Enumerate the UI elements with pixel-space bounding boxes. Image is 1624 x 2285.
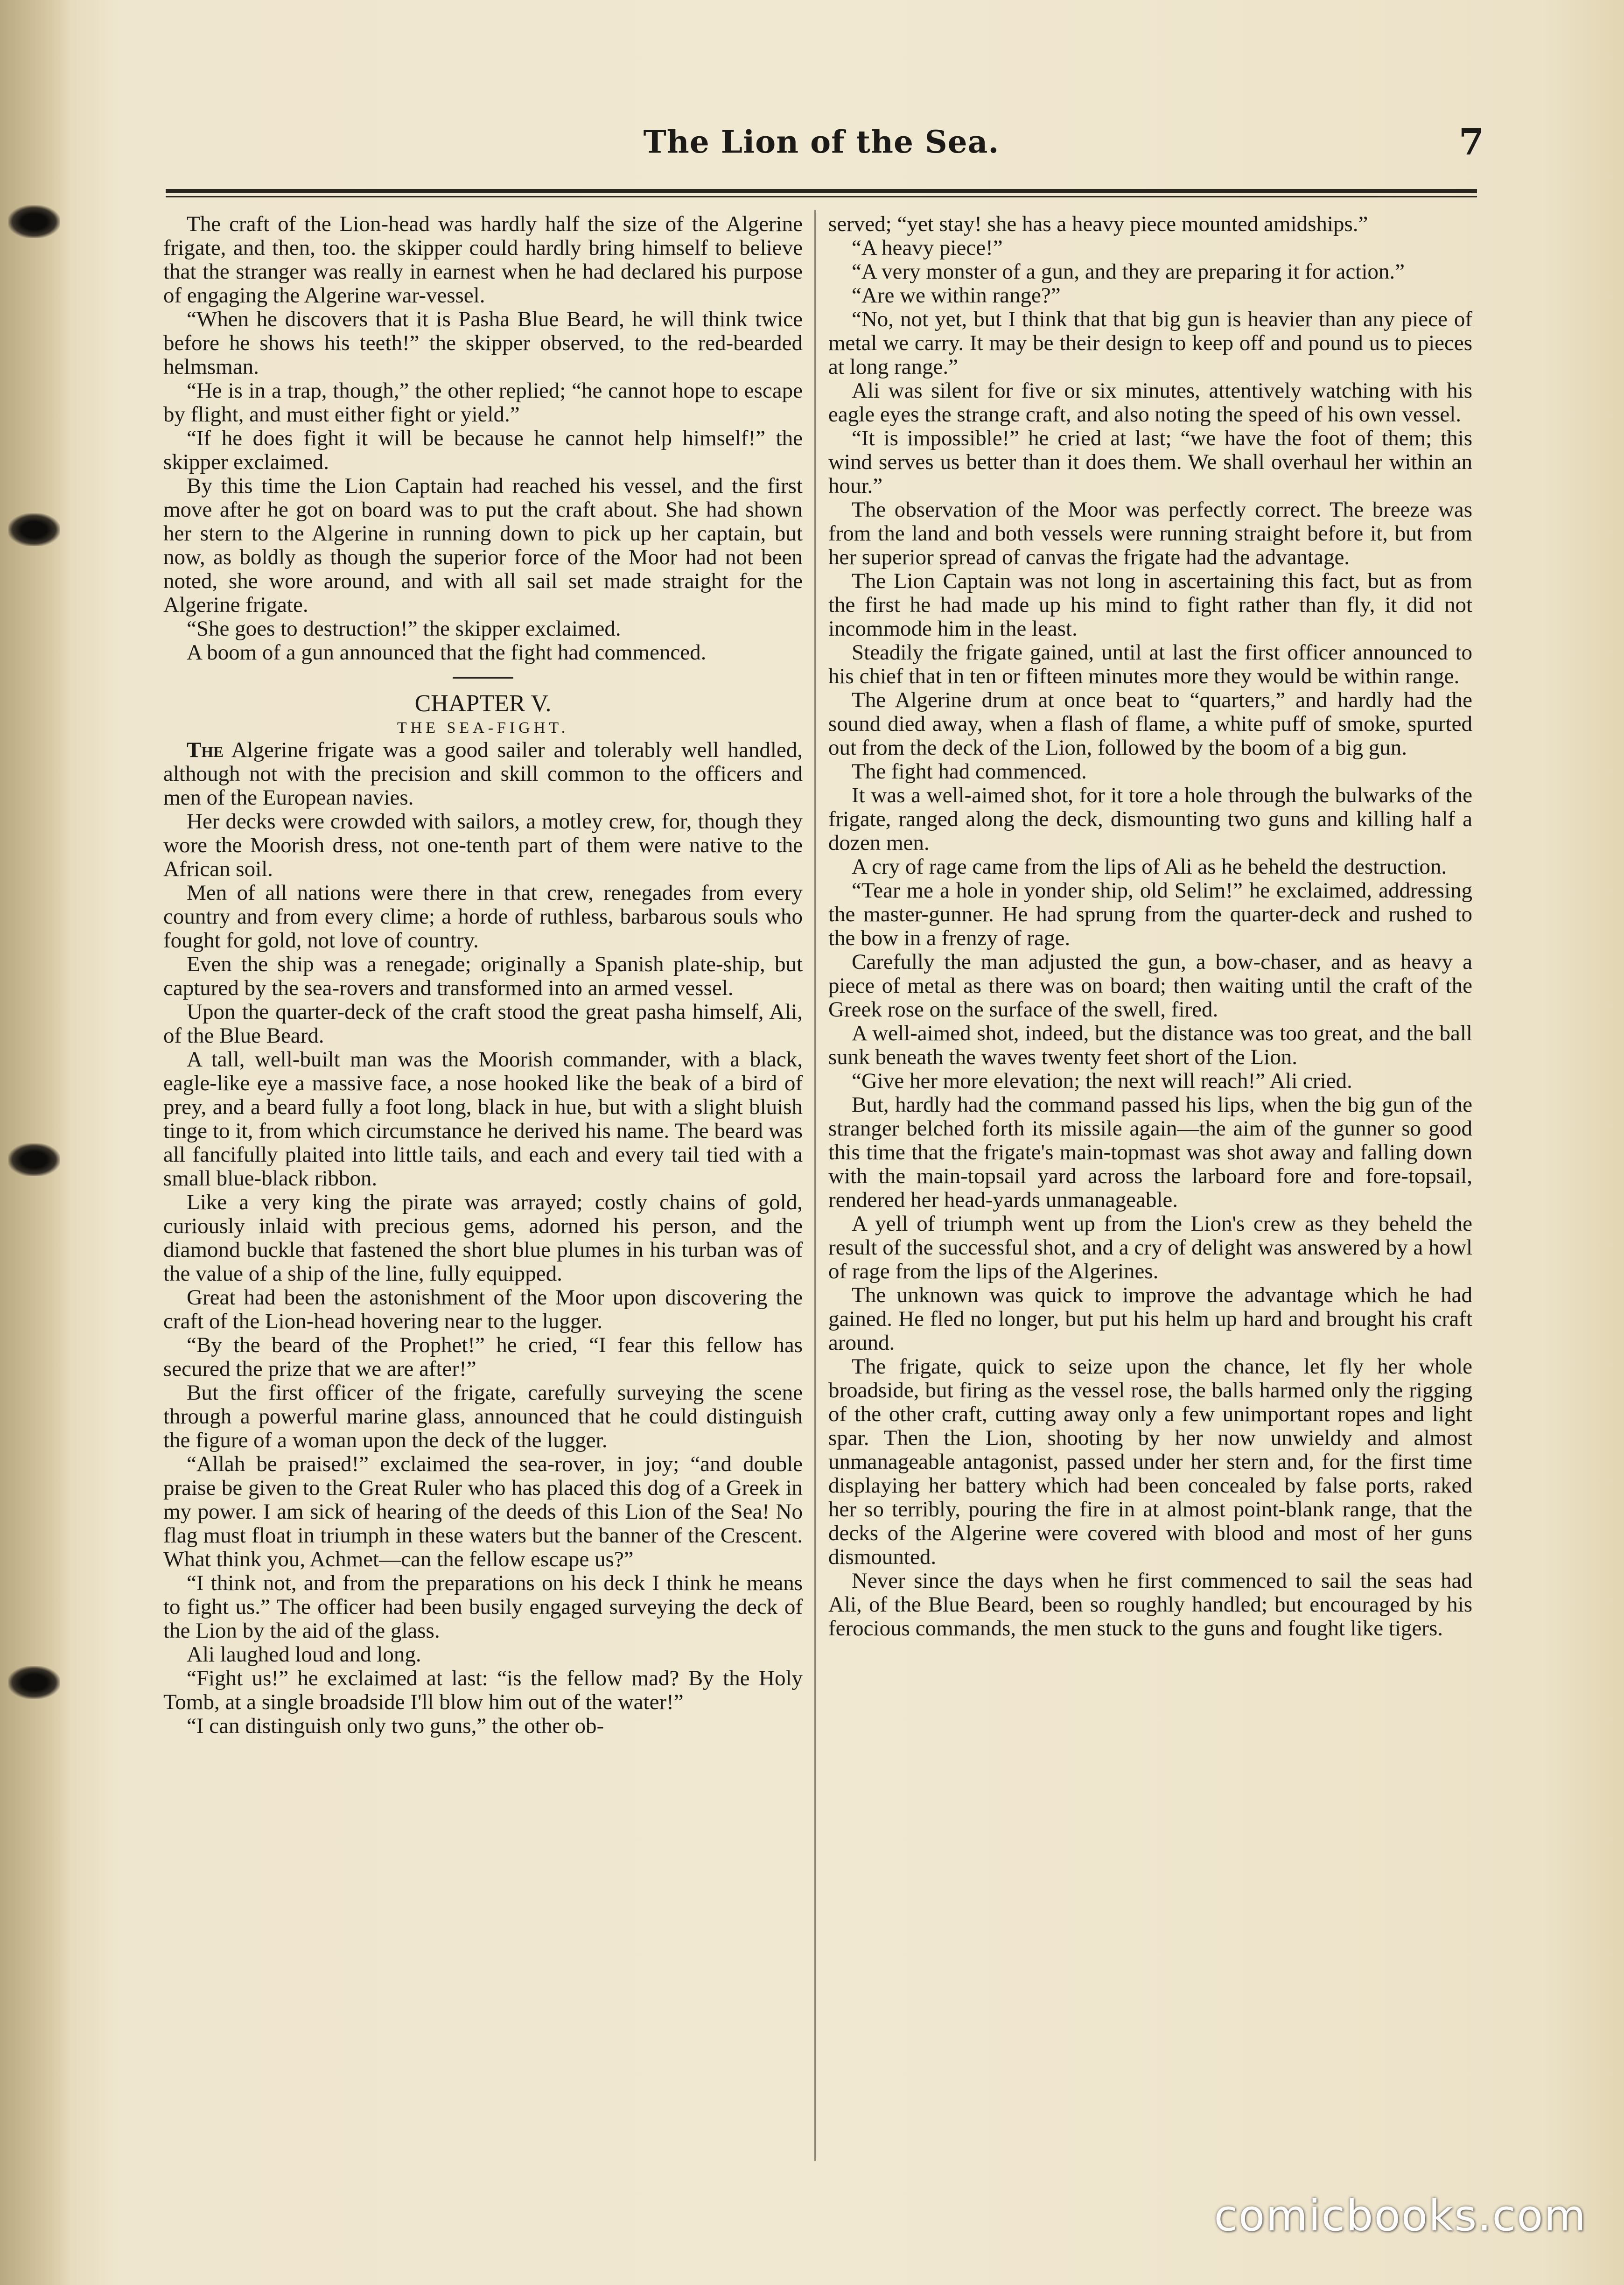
paragraph: A well-aimed shot, indeed, but the distance was too great, and the ball sunk beneath the waves twenty feet short of the Lion. <box>828 1021 1472 1069</box>
paragraph: “I can distinguish only two guns,” the other ob- <box>187 1714 604 1738</box>
page-header <box>168 121 1484 175</box>
paragraph: Ali laughed loud and long. <box>187 1642 421 1667</box>
staple-hole-icon <box>8 205 60 238</box>
paragraph: The craft of the Lion-head was hardly half the size of the Algerine frigate, and then, too. the skipper could hardly bring himself to believe that the stranger was really in earnest when he had declared his purpose of engaging the Algerine war-vessel. <box>163 212 803 308</box>
paragraph: “He is in a trap, though,” the other replied; “he cannot hope to escape by flight, and must either fight or yield.” <box>163 378 803 427</box>
paragraph: The Lion Captain was not long in ascertaining this fact, but as from the first he had made up his mind to fight rather than fly, it did not incommode him in the least. <box>828 569 1472 641</box>
staple-hole-icon <box>8 513 60 546</box>
page-number: 7 <box>1458 121 1484 163</box>
running-title: The Lion of the Sea. <box>643 124 1000 160</box>
paragraph: “Fight us!” he exclaimed at last: “is the fellow mad? By the Holy Tomb, at a single broadside I'll blow him out of the water!” <box>163 1666 803 1714</box>
paragraph: Upon the quarter-deck of the craft stood the great pasha himself, Ali, of the Blue Beard. <box>163 1000 803 1048</box>
paragraph: The unknown was quick to improve the advantage which he had gained. He fled no longer, but put his helm up hard and brought his craft around. <box>828 1283 1472 1355</box>
left-column <box>163 212 803 1738</box>
paragraph: served; “yet stay! she has a heavy piece mounted amidships.” <box>828 212 1368 236</box>
chapter-first-word: The <box>187 738 224 762</box>
paragraph: “Are we within range?” <box>852 283 1061 308</box>
paragraph: By this time the Lion Captain had reached his vessel, and the first move after he got on board was to put the craft about. She had shown her stern to the Algerine in running down to pick up her captain, but now, as boldly as though the superior force of the Moor had not been noted, she wore around, and with all sail set made straight for the Algerine frigate. <box>163 474 803 617</box>
paragraph: Like a very king the pirate was arrayed; costly chains of gold, curiously inlaid with precious gems, adorned his person, and the diamond buckle that fastened the short blue plumes in his turban was of the value of a ship of the line, fully equipped. <box>163 1190 803 1286</box>
paragraph: Carefully the man adjusted the gun, a bow-chaser, and as heavy a piece of metal as there was on board; then waiting until the craft of the Greek rose on the surface of the swell, fired. <box>828 950 1472 1022</box>
chapter-subtitle: THE SEA-FIGHT. <box>397 719 569 736</box>
paragraph: It was a well-aimed shot, for it tore a hole through the bulwarks of the frigate, ranged along the deck, dismounting two guns and killing half a dozen men. <box>828 783 1472 855</box>
header-rule-thin <box>166 196 1477 197</box>
section-divider <box>453 677 513 679</box>
column-divider <box>814 210 816 2161</box>
chapter-title: CHAPTER V. <box>414 690 552 717</box>
chapter-opening-paragraph <box>163 738 803 810</box>
paragraph: Men of all nations were there in that crew, renegades from every country and from every clime; a horde of ruthless, barbarous souls who fought for gold, not love of country. <box>163 881 803 953</box>
paragraph: “If he does fight it will be because he cannot help himself!” the skipper exclaimed. <box>163 426 803 474</box>
staple-hole-icon <box>8 1666 60 1699</box>
chapter-first-text: Algerine frigate was a good sailer and tolerably well handled, although not with the precision and skill common to the officers and men of the European navies. <box>163 738 803 810</box>
paragraph: The frigate, quick to seize upon the chance, let fly her whole broadside, but firing as the vessel rose, the balls harmed only the rigging of the other craft, cutting away only a few unimportant ropes and light spar. Then the Lion, shooting by her now unwieldy and almost unmanageable antagonist, passed under her stern and, for the first time displaying her battery which had been concealed by false ports, raked her so terribly, pouring the fire in at almost point-blank range, that the decks of the Algerine were covered with blood and most of her guns dismounted. <box>828 1354 1472 1569</box>
header-rule <box>166 189 1477 193</box>
paragraph: Even the ship was a renegade; originally a Spanish plate-ship, but captured by the sea-rovers and transformed into an armed vessel. <box>163 952 803 1000</box>
paragraph: “When he discovers that it is Pasha Blue Beard, he will think twice before he shows his teeth!” the skipper observed, to the red-bearded helmsman. <box>163 307 803 379</box>
paragraph: The fight had commenced. <box>852 759 1087 784</box>
staple-hole-icon <box>8 1143 60 1176</box>
paragraph: Never since the days when he first commenced to sail the seas had Ali, of the Blue Beard, been so roughly handled; but encouraged by his ferocious commands, the men stuck to the guns and fought like tigers. <box>828 1569 1472 1640</box>
paragraph: But, hardly had the command passed his lips, when the big gun of the stranger belched forth its missile again—the aim of the gunner so good this time that the frigate's main-topmast was shot away and falling down with the main-topsail yard across the larboard fore and fore-topsail, rendered her head-yards unmanageable. <box>828 1093 1472 1212</box>
paragraph: Her decks were crowded with sailors, a motley crew, for, though they wore the Moorish dress, not one-tenth part of them were native to the African soil. <box>163 809 803 881</box>
paragraph: A yell of triumph went up from the Lion's crew as they beheld the result of the successful shot, and a cry of delight was answered by a howl of rage from the lips of the Algerines. <box>828 1212 1472 1283</box>
paragraph: “A heavy piece!” <box>852 236 1003 260</box>
paragraph: The observation of the Moor was perfectly correct. The breeze was from the land and both vessels were running straight before it, but from her superior spread of canvas the frigate had the advantage. <box>828 498 1472 569</box>
paragraph: But the first officer of the frigate, carefully surveying the scene through a powerful marine glass, announced that he could distinguish the figure of a woman upon the deck of the lugger. <box>163 1381 803 1452</box>
paragraph: “I think not, and from the preparations on his deck I think he means to fight us.” The officer had been busily engaged surveying the deck of the Lion by the aid of the glass. <box>163 1571 803 1643</box>
site-watermark: comicbooks.com <box>1214 2191 1587 2241</box>
paragraph: “She goes to destruction!” the skipper exclaimed. <box>187 617 621 641</box>
paragraph: “By the beard of the Prophet!” he cried, “I fear this fellow has secured the prize that we are after!” <box>163 1333 803 1381</box>
paragraph: A tall, well-built man was the Moorish commander, with a black, eagle-like eye a massive face, a nose hooked like the beak of a bird of prey, and a beard fully a foot long, black in hue, but with a slight bluish tinge to it, from which circumstance he derived his name. The beard was all fancifully plaited into little tails, and each and every tail tied with a small blue-black ribbon. <box>163 1047 803 1191</box>
paragraph: “A very monster of a gun, and they are preparing it for action.” <box>852 259 1405 284</box>
paragraph: A boom of a gun announced that the fight had commenced. <box>187 640 707 665</box>
paragraph: “Allah be praised!” exclaimed the sea-rover, in joy; “and double praise be given to the Great Ruler who has placed this dog of a Greek in my power. I am sick of hearing of the deeds of this Lion of the Sea! No flag must float in triumph in these waters but the banner of the Crescent. What think you, Achmet—can the fellow escape us?” <box>163 1452 803 1571</box>
paragraph: The Algerine drum at once beat to “quarters,” and hardly had the sound died away, when a flash of flame, a white puff of smoke, spurted out from the deck of the Lion, followed by the boom of a big gun. <box>828 688 1472 760</box>
paragraph: “No, not yet, but I think that that big gun is heavier than any piece of metal we carry. It may be their design to keep off and pound us to pieces at long range.” <box>828 307 1472 379</box>
paragraph: “Give her more elevation; the next will reach!” Ali cried. <box>852 1069 1352 1093</box>
paragraph: Ali was silent for five or six minutes, attentively watching with his eagle eyes the strange craft, and also noting the speed of his own vessel. <box>828 378 1472 427</box>
paragraph: “Tear me a hole in yonder ship, old Selim!” he exclaimed, addressing the master-gunner. He had sprung from the quarter-deck and rushed to the bow in a frenzy of rage. <box>828 878 1472 950</box>
paragraph: Great had been the astonishment of the Moor upon discovering the craft of the Lion-head hovering near to the lugger. <box>163 1285 803 1333</box>
binding-edge <box>0 0 70 2285</box>
paragraph: A cry of rage came from the lips of Ali as he beheld the destruction. <box>852 855 1447 879</box>
right-column <box>828 212 1472 1640</box>
paragraph: Steadily the frigate gained, until at last the first officer announced to his chief that in ten or fifteen minutes more they would be within range. <box>828 640 1472 688</box>
paragraph: “It is impossible!” he cried at last; “we have the foot of them; this wind serves us better than it does them. We shall overhaul her within an hour.” <box>828 426 1472 498</box>
